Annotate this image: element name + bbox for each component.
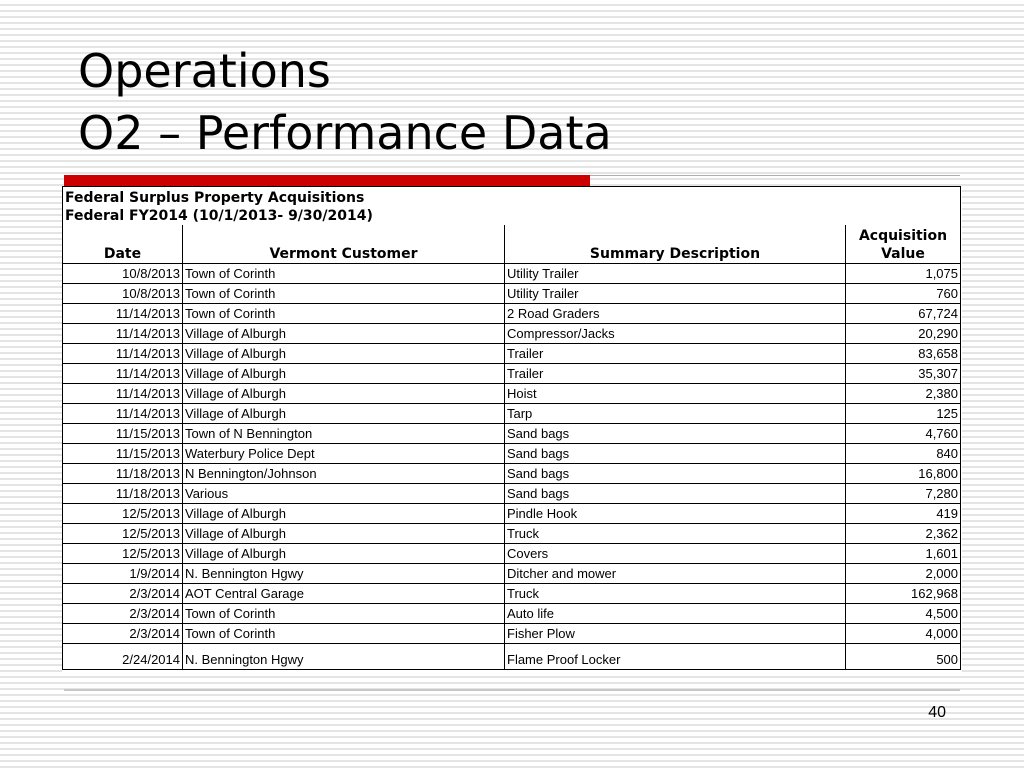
cell-date: 11/14/2013: [63, 344, 183, 364]
table-row: [63, 564, 961, 584]
cell-customer: Village of Alburgh: [183, 384, 505, 404]
cell-value: 35,307: [846, 364, 961, 384]
cell-date: 2/3/2014: [63, 604, 183, 624]
cell-date: 2/3/2014: [63, 584, 183, 604]
cell-value: 83,658: [846, 344, 961, 364]
cell-description: Sand bags: [505, 484, 846, 504]
table-row: [63, 444, 961, 464]
table-row: [63, 324, 961, 344]
cell-customer: AOT Central Garage: [183, 584, 505, 604]
cell-date: 12/5/2013: [63, 504, 183, 524]
cell-date: 11/18/2013: [63, 464, 183, 484]
column-header-value-line-1: Acquisition: [858, 228, 948, 244]
cell-customer: N. Bennington Hgwy: [183, 564, 505, 584]
cell-value: 162,968: [846, 584, 961, 604]
cell-value: 760: [846, 284, 961, 304]
cell-description: Sand bags: [505, 464, 846, 484]
cell-customer: Waterbury Police Dept: [183, 444, 505, 464]
cell-description: Fisher Plow: [505, 624, 846, 644]
cell-customer: Village of Alburgh: [183, 344, 505, 364]
cell-date: 12/5/2013: [63, 524, 183, 544]
column-header-description: Summary Description: [505, 225, 846, 264]
table-header-row: [63, 225, 961, 264]
cell-customer: Town of Corinth: [183, 604, 505, 624]
table-row: [63, 404, 961, 424]
cell-customer: Village of Alburgh: [183, 504, 505, 524]
table-row: [63, 544, 961, 564]
cell-customer: Town of Corinth: [183, 624, 505, 644]
cell-value: 419: [846, 504, 961, 524]
column-header-customer: Vermont Customer: [183, 225, 505, 264]
cell-description: Flame Proof Locker: [505, 644, 846, 670]
slide-title-line-2: O2 – Performance Data: [78, 106, 612, 160]
table-row: [63, 424, 961, 444]
cell-date: 11/15/2013: [63, 444, 183, 464]
cell-customer: Town of Corinth: [183, 304, 505, 324]
table-row: [63, 384, 961, 404]
cell-value: 500: [846, 644, 961, 670]
cell-value: 7,280: [846, 484, 961, 504]
cell-value: 1,075: [846, 264, 961, 284]
acquisitions-table: [62, 186, 961, 670]
cell-value: 16,800: [846, 464, 961, 484]
cell-customer: Various: [183, 484, 505, 504]
cell-description: Compressor/Jacks: [505, 324, 846, 344]
cell-description: Ditcher and mower: [505, 564, 846, 584]
cell-description: Trailer: [505, 364, 846, 384]
table-row: [63, 264, 961, 284]
column-header-date: Date: [63, 225, 183, 264]
table-row: [63, 284, 961, 304]
cell-date: 1/9/2014: [63, 564, 183, 584]
cell-customer: Village of Alburgh: [183, 404, 505, 424]
cell-date: 11/14/2013: [63, 364, 183, 384]
table-row: [63, 624, 961, 644]
cell-description: Sand bags: [505, 424, 846, 444]
cell-customer: Village of Alburgh: [183, 364, 505, 384]
slide-title-line-1: Operations: [78, 44, 331, 98]
cell-description: Pindle Hook: [505, 504, 846, 524]
cell-description: Utility Trailer: [505, 284, 846, 304]
cell-value: 1,601: [846, 544, 961, 564]
cell-customer: Town of Corinth: [183, 264, 505, 284]
table-body: [63, 264, 961, 670]
cell-date: 11/14/2013: [63, 404, 183, 424]
table-row: [63, 484, 961, 504]
cell-customer: Village of Alburgh: [183, 524, 505, 544]
cell-description: Auto life: [505, 604, 846, 624]
table-caption-line-2: Federal FY2014 (10/1/2013- 9/30/2014): [65, 208, 373, 224]
cell-value: 2,380: [846, 384, 961, 404]
column-header-value: [846, 225, 961, 264]
slide-title: [78, 40, 612, 164]
cell-date: 11/14/2013: [63, 304, 183, 324]
table-row: [63, 364, 961, 384]
page-number: 40: [928, 704, 946, 721]
cell-value: 4,000: [846, 624, 961, 644]
cell-value: 125: [846, 404, 961, 424]
acquisitions-table-panel: [62, 186, 962, 672]
cell-customer: Village of Alburgh: [183, 544, 505, 564]
cell-value: 840: [846, 444, 961, 464]
cell-date: 2/3/2014: [63, 624, 183, 644]
table-row: [63, 344, 961, 364]
cell-description: Trailer: [505, 344, 846, 364]
cell-date: 11/18/2013: [63, 484, 183, 504]
cell-description: Truck: [505, 584, 846, 604]
cell-description: Tarp: [505, 404, 846, 424]
cell-description: Hoist: [505, 384, 846, 404]
cell-description: Truck: [505, 524, 846, 544]
cell-date: 11/14/2013: [63, 384, 183, 404]
cell-description: 2 Road Graders: [505, 304, 846, 324]
cell-description: Covers: [505, 544, 846, 564]
cell-value: 2,000: [846, 564, 961, 584]
column-header-value-line-2: Value: [881, 246, 925, 262]
cell-description: Sand bags: [505, 444, 846, 464]
table-row: [63, 644, 961, 670]
cell-value: 20,290: [846, 324, 961, 344]
table-row: [63, 304, 961, 324]
title-divider-line: [590, 175, 960, 176]
footer-divider-line: [64, 689, 960, 691]
table-caption-line-1: Federal Surplus Property Acquisitions: [65, 190, 365, 206]
cell-customer: N. Bennington Hgwy: [183, 644, 505, 670]
cell-customer: Village of Alburgh: [183, 324, 505, 344]
cell-value: 4,500: [846, 604, 961, 624]
cell-date: 10/8/2013: [63, 284, 183, 304]
cell-date: 10/8/2013: [63, 264, 183, 284]
cell-date: 2/24/2014: [63, 644, 183, 670]
table-caption: [63, 187, 961, 226]
cell-customer: Town of Corinth: [183, 284, 505, 304]
cell-customer: N Bennington/Johnson: [183, 464, 505, 484]
table-row: [63, 584, 961, 604]
table-row: [63, 524, 961, 544]
cell-value: 2,362: [846, 524, 961, 544]
cell-date: 11/14/2013: [63, 324, 183, 344]
cell-value: 67,724: [846, 304, 961, 324]
cell-value: 4,760: [846, 424, 961, 444]
cell-date: 11/15/2013: [63, 424, 183, 444]
cell-description: Utility Trailer: [505, 264, 846, 284]
table-row: [63, 604, 961, 624]
cell-date: 12/5/2013: [63, 544, 183, 564]
cell-customer: Town of N Bennington: [183, 424, 505, 444]
table-row: [63, 464, 961, 484]
table-row: [63, 504, 961, 524]
